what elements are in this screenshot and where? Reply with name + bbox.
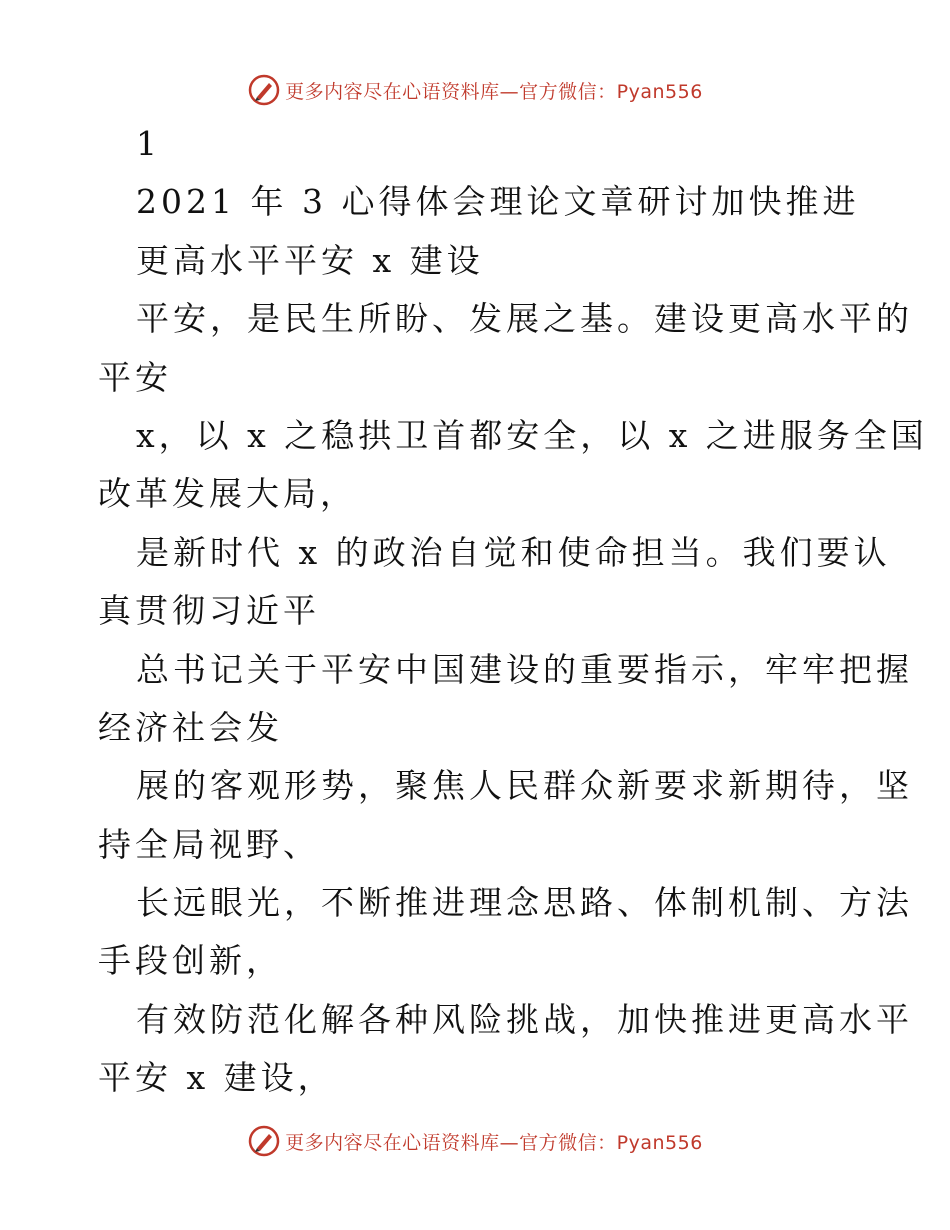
paragraph-line: 改革发展大局，: [98, 474, 357, 514]
paragraph-line: 平安，是民生所盼、发展之基。建设更高水平的: [136, 299, 913, 339]
watermark-label: 更多内容尽在心语资料库—官方微信：: [285, 80, 617, 103]
pen-logo-icon: [247, 73, 281, 107]
watermark-text: [285, 77, 703, 104]
paragraph-line: 手段创新，: [98, 941, 283, 981]
paragraph-line: 有效防范化解各种风险挑战，加快推进更高水平: [136, 999, 913, 1039]
page-number: 1: [136, 124, 161, 163]
paragraph-line: 经济社会发: [98, 707, 283, 747]
watermark-wechat-id: Pyan556: [616, 1131, 703, 1154]
watermark-header: [0, 70, 950, 110]
paragraph-line: x，以 x 之稳拱卫首都安全，以 x 之进服务全国: [136, 415, 928, 455]
paragraph-line: 持全局视野、: [98, 824, 320, 864]
paragraph-line: 真贯彻习近平: [98, 591, 320, 631]
paragraph-line: 长远眼光，不断推进理念思路、体制机制、方法: [136, 883, 913, 923]
paragraph-line: 平安 x 建设，: [98, 1058, 335, 1098]
document-body: [98, 115, 928, 1108]
paragraph-line: 平安: [98, 357, 172, 397]
watermark-text: [285, 1128, 703, 1155]
watermark-label: 更多内容尽在心语资料库—官方微信：: [285, 1131, 617, 1154]
watermark-wechat-id: Pyan556: [616, 80, 703, 103]
paragraph-line: 展的客观形势，聚焦人民群众新要求新期待，坚: [136, 766, 913, 806]
document-title-line-1: 2021 年 3 心得体会理论文章研讨加快推进: [136, 182, 860, 222]
pen-logo-icon: [247, 1124, 281, 1158]
document-title-line-2: 更高水平平安 x 建设: [136, 240, 484, 280]
paragraph-line: 总书记关于平安中国建设的重要指示，牢牢把握: [136, 649, 913, 689]
paragraph-line: 是新时代 x 的政治自觉和使命担当。我们要认: [136, 532, 891, 572]
watermark-footer: [0, 1121, 950, 1161]
